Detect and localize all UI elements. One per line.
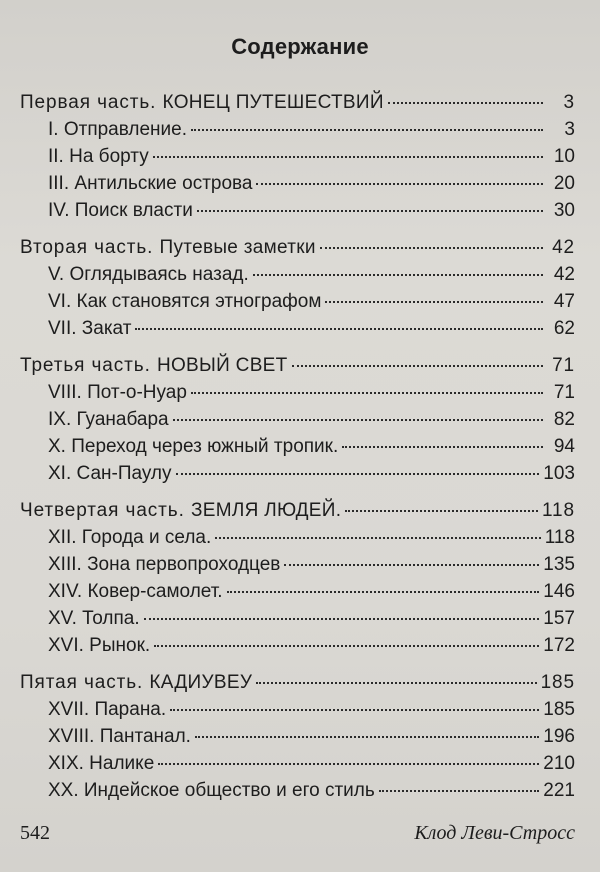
- chapter-title: XIII. Зона первопроходцев: [48, 554, 281, 575]
- chapter-title: XIV. Ковер-самолет.: [48, 581, 223, 602]
- page-number: 135: [543, 554, 575, 575]
- leader-dots: [153, 156, 543, 158]
- chapter-title: VII. Закат: [48, 318, 132, 339]
- part-title: КАДИУВЕУ: [149, 672, 253, 693]
- leader-dots: [173, 419, 543, 421]
- part-label: Вторая часть.: [20, 237, 154, 258]
- page-footer: [20, 822, 575, 845]
- page-number: 42: [552, 237, 575, 258]
- leader-dots: [256, 682, 536, 684]
- chapter-row: [20, 581, 575, 608]
- chapter-row: [20, 200, 575, 227]
- chapter-title: XVII. Парана.: [48, 699, 167, 720]
- page-number: 82: [553, 409, 575, 430]
- leader-dots: [325, 301, 543, 303]
- chapter-title: XX. Индейское общество и его стиль: [48, 780, 375, 801]
- leader-dots: [215, 537, 540, 539]
- chapter-title: V. Оглядываясь назад.: [48, 264, 249, 285]
- page-number: 103: [543, 463, 575, 484]
- page-number: 210: [543, 753, 575, 774]
- leader-dots: [320, 247, 543, 249]
- leader-dots: [176, 473, 540, 475]
- leader-dots: [292, 365, 543, 367]
- chapter-row: [20, 436, 575, 463]
- chapter-title: VI. Как становятся этнографом: [48, 291, 322, 312]
- toc-part-2: [20, 237, 575, 345]
- page-number: 157: [543, 608, 575, 629]
- chapter-title: IX. Гуанабара: [48, 409, 169, 430]
- leader-dots: [191, 129, 543, 131]
- page-number: 146: [543, 581, 575, 602]
- part-title: ЗЕМЛЯ ЛЮДЕЙ.: [190, 500, 342, 521]
- chapter-title: I. Отправление.: [48, 119, 188, 140]
- part-heading: [20, 355, 575, 382]
- leader-dots: [195, 736, 539, 738]
- page-number: 172: [543, 635, 575, 656]
- chapter-row: [20, 527, 575, 554]
- chapter-title: II. На борту: [48, 146, 149, 167]
- chapter-row: [20, 119, 575, 146]
- page-number: 30: [553, 200, 575, 221]
- page-number: 196: [543, 726, 575, 747]
- leader-dots: [284, 564, 539, 566]
- leader-dots: [227, 591, 540, 593]
- chapter-row: [20, 318, 575, 345]
- part-label: Пятая часть.: [20, 672, 144, 693]
- page-number: 94: [553, 436, 575, 457]
- page-number: 3: [563, 92, 575, 113]
- part-label: Четвертая часть.: [20, 500, 185, 521]
- chapter-row: [20, 463, 575, 490]
- page-number: 71: [552, 355, 575, 376]
- page-number: 71: [553, 382, 575, 403]
- part-label: Первая часть.: [20, 92, 157, 113]
- chapter-row: [20, 608, 575, 635]
- leader-dots: [256, 183, 543, 185]
- chapter-title: III. Антильские острова: [48, 173, 253, 194]
- chapter-title: X. Переход через южный тропик.: [48, 436, 339, 457]
- chapter-row: [20, 291, 575, 318]
- table-of-contents: [20, 92, 575, 817]
- page-number: 118: [544, 527, 575, 548]
- page-number: 3: [564, 119, 575, 140]
- leader-dots: [342, 446, 543, 448]
- leader-dots: [191, 392, 543, 394]
- toc-part-5: [20, 672, 575, 807]
- leader-dots: [158, 763, 539, 765]
- page-title: Содержание: [231, 34, 369, 59]
- page-number: 62: [553, 318, 575, 339]
- leader-dots: [253, 274, 543, 276]
- chapter-row: [20, 635, 575, 662]
- chapter-row: [20, 382, 575, 409]
- chapter-title: XIX. Налике: [48, 753, 155, 774]
- leader-dots: [135, 328, 543, 330]
- toc-part-1: [20, 92, 575, 227]
- leader-dots: [144, 618, 540, 620]
- chapter-row: [20, 780, 575, 807]
- leader-dots: [379, 790, 540, 792]
- chapter-title: XII. Города и села.: [48, 527, 212, 548]
- part-heading: [20, 672, 575, 699]
- chapter-row: [20, 699, 575, 726]
- chapter-title: XI. Сан-Паулу: [48, 463, 172, 484]
- leader-dots: [197, 210, 543, 212]
- toc-part-3: [20, 355, 575, 490]
- leader-dots: [154, 645, 539, 647]
- chapter-row: [20, 409, 575, 436]
- part-heading: [20, 92, 575, 119]
- toc-part-4: [20, 500, 575, 662]
- chapter-row: [20, 726, 575, 753]
- part-title: КОНЕЦ ПУТЕШЕСТВИЙ: [162, 92, 384, 113]
- footer-author: Клод Леви-Стросс: [414, 822, 575, 844]
- part-label: Третья часть.: [20, 355, 151, 376]
- chapter-row: [20, 753, 575, 780]
- page-number: 20: [553, 173, 575, 194]
- chapter-row: [20, 264, 575, 291]
- part-title: НОВЫЙ СВЕТ: [156, 355, 288, 376]
- part-heading: [20, 237, 575, 264]
- chapter-title: XVI. Рынок.: [48, 635, 151, 656]
- page-number: 47: [553, 291, 575, 312]
- page-number: 185: [543, 699, 575, 720]
- page-number: 185: [540, 672, 575, 693]
- chapter-row: [20, 173, 575, 200]
- page-number: 42: [553, 264, 575, 285]
- footer-page-number: 542: [20, 822, 50, 844]
- chapter-row: [20, 146, 575, 173]
- leader-dots: [170, 709, 539, 711]
- page-number: 221: [543, 780, 575, 801]
- part-title: Путевые заметки: [159, 237, 316, 258]
- page-number: 10: [553, 146, 575, 167]
- part-heading: [20, 500, 575, 527]
- chapter-row: [20, 554, 575, 581]
- leader-dots: [388, 102, 543, 104]
- leader-dots: [345, 510, 538, 512]
- page-number: 118: [542, 500, 575, 521]
- chapter-title: XVIII. Пантанал.: [48, 726, 191, 747]
- chapter-title: IV. Поиск власти: [48, 200, 193, 221]
- chapter-title: VIII. Пот-о-Нуар: [48, 382, 187, 403]
- chapter-title: XV. Толпа.: [48, 608, 140, 629]
